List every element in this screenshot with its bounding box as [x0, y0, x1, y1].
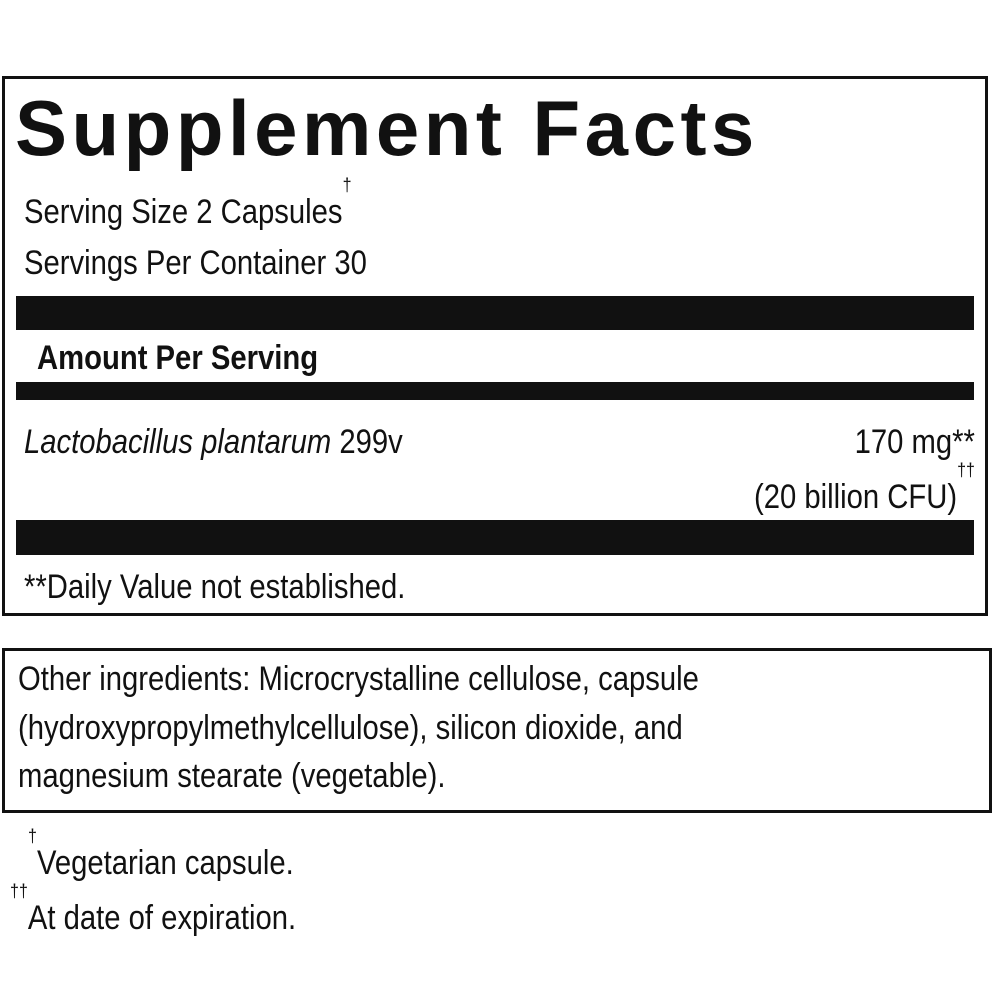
other-ingredients-line: Other ingredients: Microcrystalline cellulose, capsule — [18, 660, 699, 698]
ingredient-amount: 170 mg** — [854, 423, 975, 461]
ingredient-species: Lactobacillus plantarum — [24, 423, 332, 461]
other-ingredients-line: (hydroxypropylmethylcellulose), silicon dioxide, and — [18, 709, 683, 747]
other-ingredients-panel — [2, 648, 992, 813]
divider-bar — [16, 382, 974, 400]
ingredient-cfu — [753, 459, 975, 517]
footnote-mark: † — [28, 825, 37, 847]
ingredient-name — [24, 422, 403, 462]
footnote-mark: †† — [10, 880, 28, 902]
divider-bar — [16, 520, 974, 555]
divider-bar — [16, 296, 974, 330]
footnote-text: Vegetarian capsule. — [36, 844, 294, 882]
serving-size-text: Serving Size 2 Capsules — [24, 193, 343, 231]
ingredient-cfu-text: (20 billion CFU) — [753, 478, 958, 516]
servings-per-container: Servings Per Container 30 — [24, 244, 367, 282]
ingredient-strain: 299v — [331, 423, 403, 461]
amount-per-serving-header: Amount Per Serving — [37, 339, 319, 377]
footnote-expiration — [10, 880, 297, 938]
serving-size-footnote-mark: † — [342, 174, 352, 196]
footnote-vegetarian — [28, 825, 294, 883]
serving-size — [24, 174, 352, 232]
ingredient-cfu-footnote-mark: †† — [957, 459, 975, 481]
daily-value-note: **Daily Value not established. — [24, 568, 406, 606]
other-ingredients-line: magnesium stearate (vegetable). — [18, 757, 446, 795]
supplement-facts-title: Supplement Facts — [15, 84, 759, 172]
footnote-text: At date of expiration. — [27, 899, 297, 937]
supplement-facts-panel — [2, 76, 988, 616]
